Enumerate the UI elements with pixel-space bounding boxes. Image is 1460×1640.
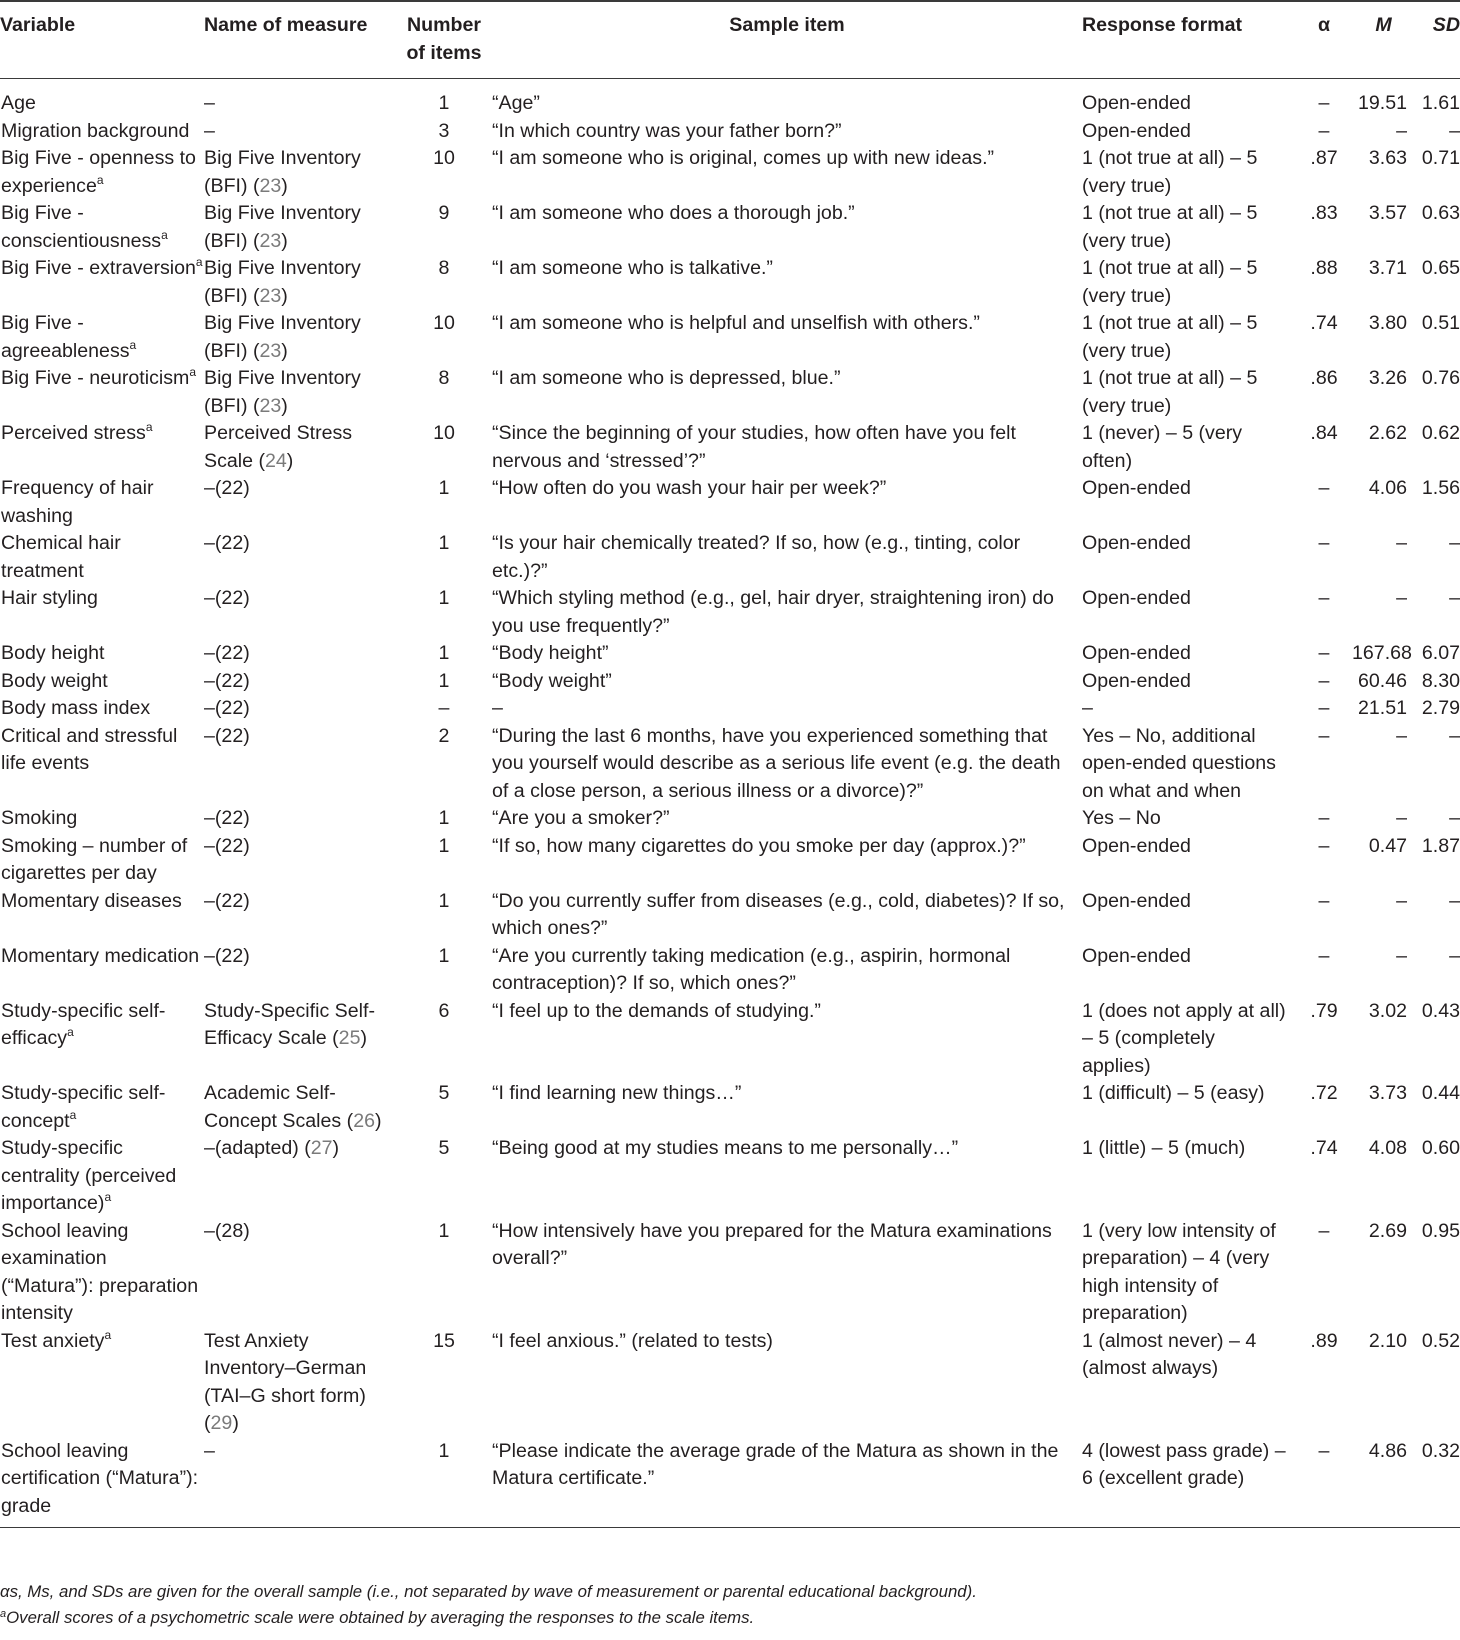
footnote-marker: a [129, 337, 137, 352]
cell-items: 5 [438, 1137, 450, 1159]
cell-alpha: .72 [1310, 1082, 1338, 1104]
cell-mean: 167.68 [1352, 642, 1412, 664]
cell-sample: “I am someone who is helpful and unselfish with others.” [492, 312, 980, 334]
cell-measure: Big Five Inventory (BFI) (23) [204, 147, 361, 197]
cell-sd: – [1449, 889, 1460, 912]
cell-response: Open-ended [1082, 889, 1191, 912]
cell-mean: 2.69 [1368, 1219, 1407, 1242]
cell-sample: “I am someone who is original, comes up with new ideas.” [492, 147, 995, 169]
reference-link[interactable]: 23 [259, 339, 282, 362]
cell-sample: “I am someone who is talkative.” [492, 257, 773, 279]
cell-measure: –(28) [204, 1219, 250, 1242]
cell-items: 1 [438, 477, 450, 499]
cell-response: Open-ended [1082, 532, 1191, 554]
cell-alpha: – [1318, 587, 1330, 609]
cell-items: 1 [438, 669, 450, 692]
cell-measure: – [204, 92, 215, 114]
cell-mean: – [1396, 724, 1407, 747]
footnote-marker: a [189, 365, 197, 379]
header-mean: M [1375, 14, 1392, 36]
cell-items: 3 [438, 119, 450, 142]
footnote-marker: a [195, 255, 203, 269]
cell-measure: Big Five Inventory (BFI) (23) [204, 202, 361, 252]
cell-items: 2 [438, 724, 450, 747]
cell-sd: 0.51 [1421, 312, 1460, 334]
cell-alpha: – [1318, 697, 1330, 719]
cell-items: 1 [438, 642, 450, 664]
cell-sd: – [1449, 807, 1460, 829]
table-row [0, 668, 1460, 696]
cell-variable: Body height [1, 642, 105, 664]
cell-response: 1 (not true at all) – 5 (very true) [1082, 312, 1258, 362]
cell-response: Yes – No [1082, 807, 1161, 829]
table-row [0, 118, 1460, 146]
cell-alpha: – [1318, 669, 1330, 692]
cell-measure: –(22) [204, 532, 250, 554]
cell-response: 1 (difficult) – 5 (easy) [1082, 1082, 1265, 1104]
table-row [0, 833, 1460, 888]
cell-mean: 21.51 [1357, 697, 1407, 719]
cell-variable: Smoking – number of cigarettes per day [1, 834, 188, 884]
cell-mean: 0.47 [1368, 834, 1407, 857]
cell-alpha: – [1318, 834, 1330, 857]
cell-variable: Big Five - conscientiousness$^a$ [1, 202, 168, 252]
cell-sd: 0.62 [1421, 422, 1460, 444]
footnote-marker: a [104, 1327, 112, 1342]
table-row [0, 943, 1460, 998]
cell-sample: “I am someone who does a thorough job.” [492, 202, 855, 224]
cell-mean: 3.80 [1368, 312, 1407, 334]
cell-sd: – [1449, 944, 1460, 967]
cell-sd: – [1449, 119, 1460, 142]
cell-measure: –(22) [204, 944, 250, 967]
cell-alpha: – [1318, 1439, 1330, 1462]
cell-sd: 0.76 [1421, 367, 1460, 389]
header-items: Number of items [406, 14, 482, 64]
table-row [0, 1438, 1460, 1528]
cell-sample: “Is your hair chemically treated? If so, how (e.g., tinting, color etc.)?” [492, 532, 1021, 582]
cell-items: 1 [438, 944, 450, 967]
cell-mean: 3.71 [1368, 257, 1407, 279]
cell-sample: – [492, 697, 503, 719]
header-response: Response format [1082, 14, 1243, 36]
table-row [0, 1080, 1460, 1135]
cell-variable: Momentary medication [1, 944, 200, 967]
cell-mean: – [1396, 807, 1407, 829]
table-row [0, 1218, 1460, 1328]
table-row [0, 585, 1460, 640]
cell-items: 1 [438, 807, 450, 829]
cell-variable: Big Five - openness to experience$^a$ [1, 147, 196, 197]
cell-sd: 1.61 [1421, 92, 1460, 114]
cell-items: 1 [438, 1439, 450, 1462]
cell-measure: –(22) [204, 642, 250, 664]
cell-mean: 2.10 [1368, 1329, 1407, 1352]
cell-measure: –(22) [204, 477, 250, 499]
cell-mean: 4.06 [1368, 477, 1407, 499]
footnote-marker: a [69, 1107, 77, 1122]
cell-measure: –(22) [204, 724, 250, 747]
table-row [0, 420, 1460, 475]
table-row [0, 640, 1460, 668]
cell-variable: Frequency of hair washing [1, 477, 154, 527]
cell-alpha: .89 [1310, 1329, 1338, 1352]
cell-sample: “During the last 6 months, have you experienced something that you yourself would describe as a serious life event (e.g. the death of a close person, a serious illness or a divorce)?” [492, 724, 1061, 802]
cell-response: Open-ended [1082, 669, 1191, 692]
footnote-marker: a [145, 420, 153, 434]
cell-measure: –(22) [204, 669, 250, 692]
cell-alpha: .84 [1310, 422, 1338, 444]
cell-items: 1 [438, 889, 450, 912]
cell-response: Open-ended [1082, 642, 1191, 664]
cell-response: – [1082, 697, 1093, 719]
cell-response: 4 (lowest pass grade) – 6 (excellent grade) [1082, 1439, 1286, 1489]
cell-variable: Study-specific self-efficacy$^a$ [1, 999, 166, 1049]
cell-mean: 3.02 [1368, 999, 1407, 1022]
cell-measure: –(adapted) (27) [204, 1137, 340, 1159]
table-row [0, 998, 1460, 1081]
cell-measure: –(22) [204, 889, 250, 912]
cell-sd: 2.79 [1421, 697, 1460, 719]
cell-items: 1 [438, 587, 450, 609]
cell-sd: – [1449, 587, 1460, 609]
cell-items: 10 [433, 147, 455, 169]
table-row [0, 695, 1460, 723]
table-row [0, 145, 1460, 200]
cell-variable: Big Five - neuroticism$^a$ [1, 365, 197, 389]
cell-sample: “Body height” [492, 642, 609, 664]
cell-mean: 3.63 [1368, 147, 1407, 169]
reference-link[interactable]: 23 [259, 174, 282, 197]
cell-sd: – [1449, 724, 1460, 747]
note-2 [0, 1605, 1460, 1631]
cell-alpha: .74 [1310, 1137, 1338, 1159]
cell-response: 1 (never) – 5 (very often) [1082, 422, 1243, 472]
cell-variable: School leaving examination (“Matura”): preparation intensity [1, 1219, 199, 1324]
cell-sample: “Since the beginning of your studies, how often have you felt nervous and ‘stressed’?” [492, 422, 1016, 472]
cell-variable: Hair styling [1, 587, 98, 609]
cell-response: 1 (almost never) – 4 (almost always) [1082, 1329, 1257, 1379]
cell-variable: Study-specific centrality (perceived importance)$^a$ [1, 1137, 177, 1214]
cell-response: Open-ended [1082, 834, 1191, 857]
cell-variable: Migration background [1, 119, 190, 142]
cell-items: 10 [433, 422, 455, 444]
cell-response: 1 (little) – 5 (much) [1082, 1137, 1246, 1159]
cell-response: Open-ended [1082, 477, 1191, 499]
cell-variable: Chemical hair treatment [1, 532, 121, 582]
cell-variable: Test anxiety$^a$ [1, 1327, 112, 1352]
cell-alpha: – [1318, 724, 1330, 747]
cell-mean: – [1396, 587, 1407, 609]
reference-link[interactable]: 24 [264, 449, 287, 472]
header-sd: SD [1432, 14, 1460, 36]
cell-measure: –(22) [204, 807, 250, 829]
header-alpha: α [1317, 14, 1331, 36]
cell-sample: “Age” [492, 92, 540, 114]
cell-sd: 0.71 [1421, 147, 1460, 169]
cell-mean: – [1396, 889, 1407, 912]
cell-mean: 4.86 [1368, 1439, 1407, 1462]
cell-alpha: – [1318, 807, 1330, 829]
note-2-text: Overall scores of a psychometric scale were obtained by averaging the responses to the scale items. [6, 1608, 755, 1627]
cell-items: 9 [438, 202, 450, 224]
cell-alpha: – [1318, 92, 1330, 114]
cell-sd: 8.30 [1421, 669, 1460, 692]
cell-response: Open-ended [1082, 587, 1191, 609]
cell-items: 1 [438, 532, 450, 554]
reference-link[interactable]: 27 [310, 1137, 333, 1159]
cell-alpha: – [1318, 532, 1330, 554]
cell-alpha: – [1318, 944, 1330, 967]
cell-mean: 3.57 [1368, 202, 1407, 224]
cell-response: 1 (not true at all) – 5 (very true) [1082, 147, 1258, 197]
table-row [0, 1328, 1460, 1438]
cell-measure: Big Five Inventory (BFI) (23) [204, 257, 361, 307]
header-variable: Variable [0, 14, 76, 36]
table-body [0, 79, 1460, 1528]
cell-sample: “I feel anxious.” (related to tests) [492, 1329, 773, 1352]
cell-sample: “If so, how many cigarettes do you smoke per day (approx.)?” [492, 834, 1026, 857]
table-row [0, 255, 1460, 310]
cell-sample: “Do you currently suffer from diseases (e.g., cold, diabetes)? If so, which ones?” [492, 889, 1065, 939]
cell-items: – [438, 697, 450, 719]
cell-response: Open-ended [1082, 944, 1191, 967]
note-1: αs, Ms, and SDs are given for the overall sample (i.e., not separated by wave of measurement or parental educational background). [0, 1582, 977, 1601]
cell-measure: – [204, 1439, 215, 1462]
cell-sd: 0.65 [1421, 257, 1460, 279]
footnote-marker: a [161, 227, 168, 242]
cell-items: 10 [433, 312, 455, 334]
cell-items: 5 [438, 1082, 450, 1104]
cell-alpha: .88 [1310, 257, 1338, 279]
cell-measure: Test Anxiety Inventory–German (TAI–G short form) (29) [204, 1329, 367, 1434]
table-row [0, 310, 1460, 365]
cell-response: 1 (not true at all) – 5 (very true) [1082, 367, 1258, 417]
header-measure: Name of measure [204, 14, 368, 36]
cell-alpha: .74 [1310, 312, 1338, 334]
cell-variable: Smoking [1, 807, 78, 829]
cell-items: 1 [438, 834, 450, 857]
table-row [0, 1135, 1460, 1218]
cell-alpha: – [1318, 1219, 1330, 1242]
cell-sd: 0.32 [1421, 1439, 1460, 1462]
cell-mean: 19.51 [1357, 92, 1407, 114]
cell-measure: Perceived Stress Scale (24) [204, 422, 353, 472]
table-row [0, 475, 1460, 530]
cell-response: Open-ended [1082, 92, 1191, 114]
cell-sd: 0.43 [1421, 999, 1460, 1022]
cell-variable: Big Five - extraversion$^a$ [1, 255, 203, 279]
cell-items: 8 [438, 257, 450, 279]
cell-sample: “How often do you wash your hair per week?” [492, 477, 887, 499]
cell-variable: Study-specific self-concept$^a$ [1, 1082, 166, 1132]
cell-variable: Perceived stress$^a$ [1, 420, 153, 444]
cell-measure: Big Five Inventory (BFI) (23) [204, 367, 361, 417]
reference-link[interactable]: 29 [210, 1412, 233, 1434]
table-row [0, 365, 1460, 420]
cell-alpha: .83 [1310, 202, 1338, 224]
cell-measure: Big Five Inventory (BFI) (23) [204, 312, 361, 362]
cell-measure: Academic Self-Concept Scales (26) [204, 1082, 382, 1132]
reference-link[interactable]: 23 [259, 229, 282, 252]
cell-variable: Big Five - agreeableness$^a$ [1, 312, 137, 362]
cell-alpha: – [1318, 889, 1330, 912]
cell-measure: –(22) [204, 834, 250, 857]
cell-response: 1 (not true at all) – 5 (very true) [1082, 257, 1258, 307]
cell-sample: “How intensively have you prepared for the Matura examinations overall?” [492, 1219, 1052, 1269]
cell-alpha: .87 [1310, 147, 1338, 169]
cell-sd: 1.56 [1421, 477, 1460, 499]
reference-link[interactable]: 23 [259, 394, 282, 417]
cell-alpha: – [1318, 477, 1330, 499]
cell-sample: “Are you currently taking medication (e.g., aspirin, hormonal contraception)? If so, which ones?” [492, 944, 1011, 994]
cell-items: 15 [433, 1329, 455, 1352]
cell-sample: “Please indicate the average grade of the Matura as shown in the Matura certificate.” [492, 1439, 1059, 1489]
table-row [0, 888, 1460, 943]
cell-measure: –(22) [204, 587, 250, 609]
cell-mean: 3.73 [1368, 1082, 1407, 1104]
cell-sample: “I am someone who is depressed, blue.” [492, 367, 841, 389]
cell-mean: 3.26 [1368, 367, 1407, 389]
cell-sample: “Are you a smoker?” [492, 807, 670, 829]
cell-measure: –(22) [204, 697, 250, 719]
header-sample: Sample item [729, 14, 845, 36]
header-row [0, 1, 1460, 79]
cell-mean: – [1396, 944, 1407, 967]
cell-sample: “Being good at my studies means to me personally…” [492, 1137, 959, 1159]
table-row [0, 200, 1460, 255]
cell-mean: 60.46 [1357, 669, 1407, 692]
table-row [0, 79, 1460, 118]
cell-mean: – [1396, 532, 1407, 554]
cell-sample: “Which styling method (e.g., gel, hair dryer, straightening iron) do you use frequently?” [492, 587, 1054, 637]
cell-alpha: .79 [1310, 999, 1338, 1022]
cell-items: 8 [438, 367, 450, 389]
cell-response: 1 (not true at all) – 5 (very true) [1082, 202, 1258, 252]
note-2-marker: a [0, 1608, 7, 1620]
cell-sd: 0.52 [1421, 1329, 1460, 1352]
cell-sample: “I find learning new things…” [492, 1082, 742, 1104]
cell-variable: Critical and stressful life events [1, 724, 178, 774]
reference-link[interactable]: 25 [338, 1027, 361, 1049]
cell-sd: 0.60 [1421, 1137, 1460, 1159]
cell-sd: 1.87 [1421, 834, 1460, 857]
cell-sample: “Body weight” [492, 669, 612, 692]
cell-items: 6 [438, 999, 450, 1022]
cell-variable: School leaving certification (“Matura”): grade [1, 1439, 199, 1517]
footnote-marker: a [104, 1190, 112, 1204]
cell-variable: Momentary diseases [1, 889, 182, 912]
table-notes [0, 1579, 1460, 1631]
cell-sample: “In which country was your father born?” [492, 119, 842, 142]
cell-sd: 6.07 [1421, 642, 1460, 664]
cell-alpha: – [1318, 119, 1330, 142]
table-row [0, 805, 1460, 833]
cell-items: 1 [438, 1219, 450, 1242]
cell-sample: “I feel up to the demands of studying.” [492, 999, 821, 1022]
cell-variable: Body mass index [1, 697, 151, 719]
cell-response: 1 (very low intensity of preparation) – 4 (very high intensity of preparation) [1082, 1219, 1276, 1324]
cell-sd: 0.63 [1421, 202, 1460, 224]
cell-variable: Age [1, 92, 36, 114]
reference-link[interactable]: 23 [259, 284, 282, 307]
cell-response: 1 (does not apply at all) – 5 (completely applies) [1082, 999, 1286, 1077]
footnote-marker: a [96, 172, 104, 187]
cell-measure: Study-Specific Self-Efficacy Scale (25) [204, 999, 375, 1049]
footnote-marker: a [67, 1025, 74, 1039]
cell-measure: – [204, 119, 215, 142]
cell-response: Open-ended [1082, 119, 1191, 142]
cell-sd: – [1449, 532, 1460, 554]
cell-variable: Body weight [1, 669, 108, 692]
cell-alpha: .86 [1310, 367, 1338, 389]
cell-alpha: – [1318, 642, 1330, 664]
reference-link[interactable]: 26 [353, 1109, 375, 1132]
cell-sd: 0.95 [1421, 1219, 1460, 1242]
cell-mean: – [1396, 119, 1407, 142]
cell-response: Yes – No, additional open-ended questions on what and when [1082, 724, 1276, 802]
table-row [0, 723, 1460, 806]
table-row [0, 530, 1460, 585]
cell-items: 1 [438, 92, 450, 114]
cell-sd: 0.44 [1421, 1082, 1460, 1104]
cell-mean: 2.62 [1368, 422, 1407, 444]
cell-mean: 4.08 [1368, 1137, 1407, 1159]
